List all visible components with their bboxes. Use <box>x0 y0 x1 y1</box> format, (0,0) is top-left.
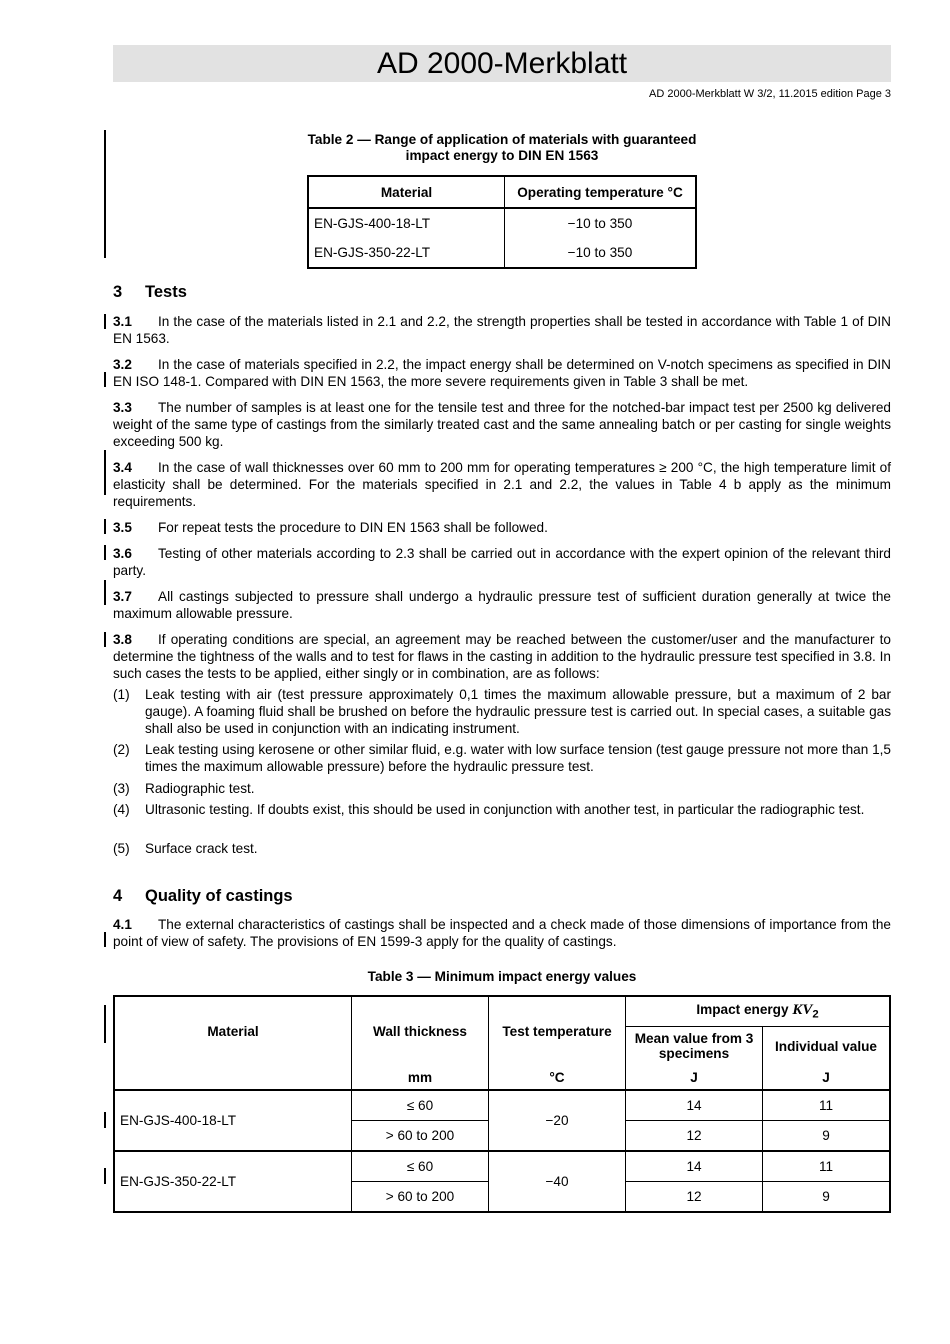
table3-header-mean-value: Mean value from 3 specimens <box>626 1026 763 1066</box>
change-bar <box>104 519 106 534</box>
table3-header-test-temperature: Test temperature <box>489 996 626 1066</box>
table3-cell-thickness: > 60 to 200 <box>352 1182 489 1213</box>
change-bar <box>104 1005 106 1043</box>
clause-number: 3.1 <box>113 314 132 329</box>
table-row <box>114 1151 890 1182</box>
impact-symbol: KV <box>792 1001 813 1018</box>
change-bar <box>104 632 106 647</box>
change-bar <box>104 1168 106 1184</box>
list-item-text: Leak testing using kerosene or other similar fluid, e.g. water with low surface tension (test gauge pressure not more than 1,5 times the maximum allowable pressure) before the hydraulic pressure test. <box>145 742 891 774</box>
table3-unit-temp: °C <box>489 1066 626 1090</box>
list-item-label: (4) <box>113 802 130 817</box>
table3-header-individual-value: Individual value <box>763 1026 891 1066</box>
section-number: 4 <box>113 887 123 905</box>
paragraph-3-5 <box>113 519 891 536</box>
table3 <box>113 995 891 1213</box>
table3-cell-temperature: −40 <box>489 1151 626 1212</box>
list-item-text: Leak testing with air (test pressure approximately 0,1 times the maximum allowable pressure, but a maximum of 2 bar gauge). A foaming fluid shall be brushed on before the hydraulic pressure test is carried out. In special cases, a suitable gas shall also be used in conjunction with an indicating instrument. <box>145 687 891 736</box>
clause-number: 3.5 <box>113 520 132 535</box>
paragraph-3-6 <box>113 545 891 579</box>
change-bar <box>104 932 106 947</box>
table3-cell-material: EN-GJS-350-22-LT <box>114 1151 352 1212</box>
list-item <box>113 780 891 797</box>
paragraph-3-1 <box>113 313 891 347</box>
table3-cell-material: EN-GJS-400-18-LT <box>114 1090 352 1151</box>
table3-cell-thickness: ≤ 60 <box>352 1151 489 1182</box>
paragraph-4-1 <box>113 916 891 950</box>
table3-cell-temperature: −20 <box>489 1090 626 1151</box>
table3-cell-individual: 9 <box>763 1121 891 1152</box>
list-item-label: (1) <box>113 687 130 702</box>
impact-subscript: 2 <box>812 1008 819 1021</box>
table-row <box>308 208 696 238</box>
clause-text: The number of samples is at least one for the tensile test and three for the notched-bar impact test per 2500 kg delivered weight of the same type of castings from the similarly treated cast and the same annealing batch or per casting for single weights exceeding 500 kg. <box>113 400 891 449</box>
table3-cell-mean: 14 <box>626 1090 763 1121</box>
table2-caption-line1: Table 2 — Range of application of materials with guaranteed <box>307 132 697 147</box>
change-bar <box>104 130 106 258</box>
change-bar <box>104 580 106 605</box>
table2 <box>307 175 697 269</box>
edition-line: AD 2000-Merkblatt W 3/2, 11.2015 edition Page 3 <box>649 88 891 100</box>
section-title: Tests <box>145 283 187 301</box>
clause-text: In the case of the materials listed in 2.1 and 2.2, the strength properties shall be tested in accordance with Table 1 of DIN EN 1563. <box>113 314 891 346</box>
table2-cell-temperature: −10 to 350 <box>505 238 697 268</box>
table3-cell-individual: 11 <box>763 1090 891 1121</box>
clause-number: 4.1 <box>113 917 132 932</box>
table2-header-temperature: Operating temperature °C <box>505 176 697 208</box>
section-title: Quality of castings <box>145 887 293 905</box>
list-item-text: Surface crack test. <box>145 841 258 856</box>
change-bar <box>104 314 106 329</box>
table3-unit-mean: J <box>626 1066 763 1090</box>
table2-cell-temperature: −10 to 350 <box>505 208 697 238</box>
paragraph-3-7 <box>113 588 891 622</box>
clause-text: The external characteristics of castings shall be inspected and a check made of those dimensions of importance from the point of view of safety. The provisions of EN 1599-3 apply for the quality of castings. <box>113 917 891 949</box>
table3-header-material: Material <box>114 996 352 1066</box>
table3-cell-mean: 12 <box>626 1182 763 1213</box>
paragraph-3-4 <box>113 459 891 510</box>
clause-text: In the case of materials specified in 2.2, the impact energy shall be determined on V-notch specimens as specified in DIN EN ISO 148-1. Compared with DIN EN 1563, the more severe requirements given in Table 3 shall be met. <box>113 357 891 389</box>
section-number: 3 <box>113 283 123 301</box>
table3-header-wall-thickness: Wall thickness <box>352 996 489 1066</box>
table3-unit-wall: mm <box>352 1066 489 1090</box>
table-row <box>308 238 696 268</box>
table2-caption-line2: impact energy to DIN EN 1563 <box>405 148 599 163</box>
clause-number: 3.3 <box>113 400 132 415</box>
table3-cell-mean: 14 <box>626 1151 763 1182</box>
page-header-title: AD 2000-Merkblatt <box>113 45 891 82</box>
clause-text: If operating conditions are special, an agreement may be reached between the customer/user and the manufacturer to determine the tightness of the walls and to test for flaws in the casting in addition to the hydraulic pressure test specified in 3.8. In such cases the tests to be applied, either singly or in combination, are as follows: <box>113 632 891 681</box>
table2-caption <box>113 132 891 164</box>
table2-cell-material: EN-GJS-350-22-LT <box>308 238 505 268</box>
table3-unit-material <box>114 1066 352 1090</box>
clause-number: 3.7 <box>113 589 132 604</box>
change-bar <box>104 372 106 387</box>
clause-number: 3.4 <box>113 460 132 475</box>
table3-cell-thickness: > 60 to 200 <box>352 1121 489 1152</box>
list-item-label: (5) <box>113 841 130 856</box>
table3-cell-thickness: ≤ 60 <box>352 1090 489 1121</box>
table3-unit-individual: J <box>763 1066 891 1090</box>
list-item-label: (2) <box>113 742 130 757</box>
list-item <box>113 686 891 737</box>
paragraph-3-3 <box>113 399 891 450</box>
list-item-label: (3) <box>113 781 130 796</box>
table3-cell-mean: 12 <box>626 1121 763 1152</box>
table2-cell-material: EN-GJS-400-18-LT <box>308 208 505 238</box>
clause-number: 3.6 <box>113 546 132 561</box>
list-item <box>113 801 891 818</box>
list-item-text: Radiographic test. <box>145 781 255 796</box>
paragraph-3-2 <box>113 356 891 390</box>
list-item <box>113 741 891 775</box>
section-4-heading <box>113 887 293 906</box>
clause-text: For repeat tests the procedure to DIN EN 1563 shall be followed. <box>158 520 548 535</box>
list-item-text: Ultrasonic testing. If doubts exist, this should be used in conjunction with another test, in particular the radiographic test. <box>145 802 865 817</box>
clause-number: 3.2 <box>113 357 132 372</box>
table3-header-impact-energy <box>626 996 891 1026</box>
section-3-heading <box>113 283 187 302</box>
impact-energy-label: Impact energy <box>696 1001 789 1017</box>
table-row <box>114 1090 890 1121</box>
clause-text: All castings subjected to pressure shall undergo a hydraulic pressure test of sufficient duration generally at twice the maximum allowable pressure. <box>113 589 891 621</box>
paragraph-3-8 <box>113 631 891 682</box>
clause-number: 3.8 <box>113 632 132 647</box>
change-bar <box>104 450 106 495</box>
table2-header-material: Material <box>308 176 505 208</box>
table3-caption: Table 3 — Minimum impact energy values <box>367 969 637 984</box>
clause-text: Testing of other materials according to 2.3 shall be carried out in accordance with the expert opinion of the relevant third party. <box>113 546 891 578</box>
clause-text: In the case of wall thicknesses over 60 mm to 200 mm for operating temperatures ≥ 200 °C, the high temperature limit of elasticity shall be determined. For the materials specified in 2.1 and 2.2, the values in Table 4 b apply as the minimum requirements. <box>113 460 891 509</box>
change-bar <box>104 545 106 560</box>
table3-cell-individual: 9 <box>763 1182 891 1213</box>
change-bar <box>104 1112 106 1128</box>
table3-cell-individual: 11 <box>763 1151 891 1182</box>
list-item <box>113 840 891 857</box>
